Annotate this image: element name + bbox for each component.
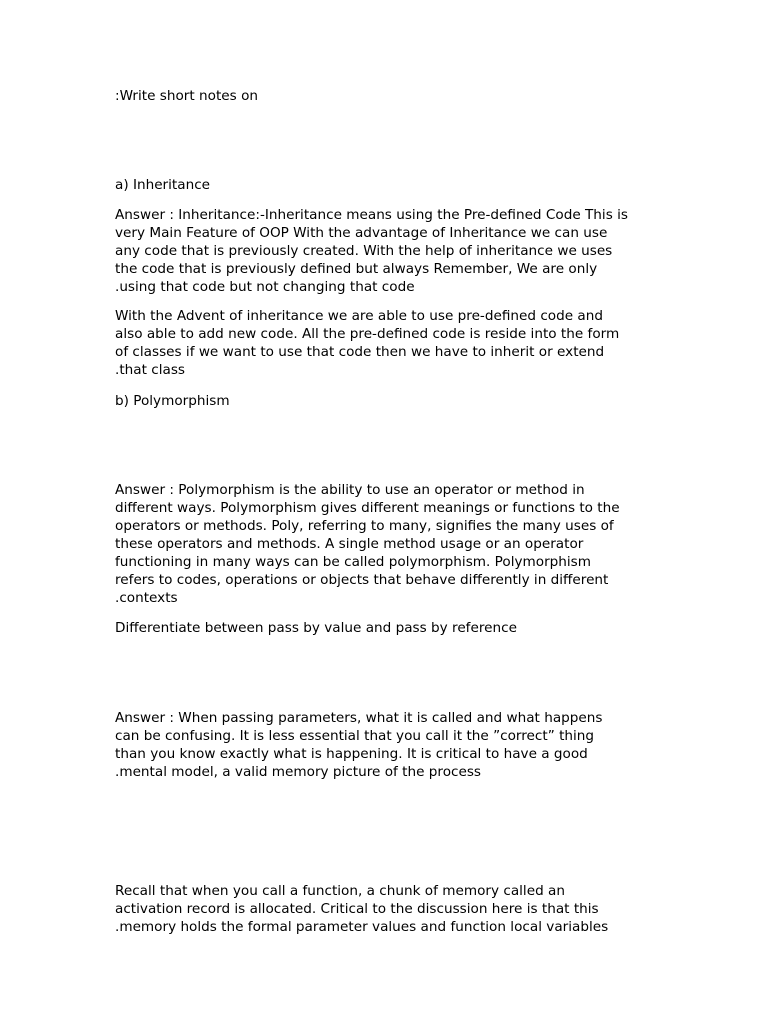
intro-line: :Write short notes on [115, 88, 259, 104]
paragraph-line: than you know exactly what is happening. It is critical to have a good [115, 746, 588, 762]
section-c-heading-text: Differentiate between pass by value and pass by reference [115, 620, 517, 636]
paragraph-line: Recall that when you call a function, a chunk of memory called an [115, 883, 565, 899]
section-a-paragraph-2 [115, 307, 660, 379]
paragraph-line: operators or methods. Poly, referring to many, signifies the many uses of [115, 518, 614, 534]
section-b-paragraph [115, 481, 660, 607]
paragraph-line: With the Advent of inheritance we are able to use pre-defined code and [115, 308, 604, 324]
paragraph-line: activation record is allocated. Critical to the discussion here is that this [115, 901, 599, 917]
paragraph-line: also able to add new code. All the pre-defined code is reside into the form [115, 326, 620, 342]
paragraph-line: these operators and methods. A single method usage or an operator [115, 536, 584, 552]
section-c-paragraph-2 [115, 882, 660, 936]
intro-text [115, 87, 660, 105]
paragraph-line: different ways. Polymorphism gives different meanings or functions to the [115, 500, 620, 516]
paragraph-line: can be confusing. It is less essential that you call it the ”correct” thing [115, 728, 595, 744]
paragraph-line: very Main Feature of OOP With the advantage of Inheritance we can use [115, 225, 608, 241]
paragraph-line: of classes if we want to use that code then we have to inherit or extend [115, 344, 605, 360]
paragraph-line: functioning in many ways can be called polymorphism. Polymorphism [115, 554, 592, 570]
paragraph-line: refers to codes, operations or objects that behave differently in different [115, 572, 609, 588]
paragraph-line: Answer : When passing parameters, what it is called and what happens [115, 710, 603, 726]
paragraph-line: .that class [115, 362, 185, 378]
paragraph-line: .memory holds the formal parameter values and function local variables [115, 919, 609, 935]
paragraph-line: any code that is previously created. With the help of inheritance we uses [115, 243, 613, 259]
paragraph-line: Answer : Polymorphism is the ability to use an operator or method in [115, 482, 585, 498]
section-c-heading [115, 619, 660, 637]
section-c-paragraph-1 [115, 709, 660, 781]
paragraph-line: .contexts [115, 590, 178, 606]
section-b-heading-text: b) Polymorphism [115, 393, 230, 409]
paragraph-line: Answer : Inheritance:-Inheritance means using the Pre-defined Code This is [115, 207, 628, 223]
section-a-heading [115, 176, 660, 194]
paragraph-line: the code that is previously defined but always Remember, We are only [115, 261, 598, 277]
paragraph-line: .mental model, a valid memory picture of the process [115, 764, 482, 780]
paragraph-line: .using that code but not changing that code [115, 279, 415, 295]
section-a-heading-text: a) Inheritance [115, 177, 211, 193]
section-b-heading [115, 392, 660, 410]
section-a-paragraph-1 [115, 206, 660, 296]
